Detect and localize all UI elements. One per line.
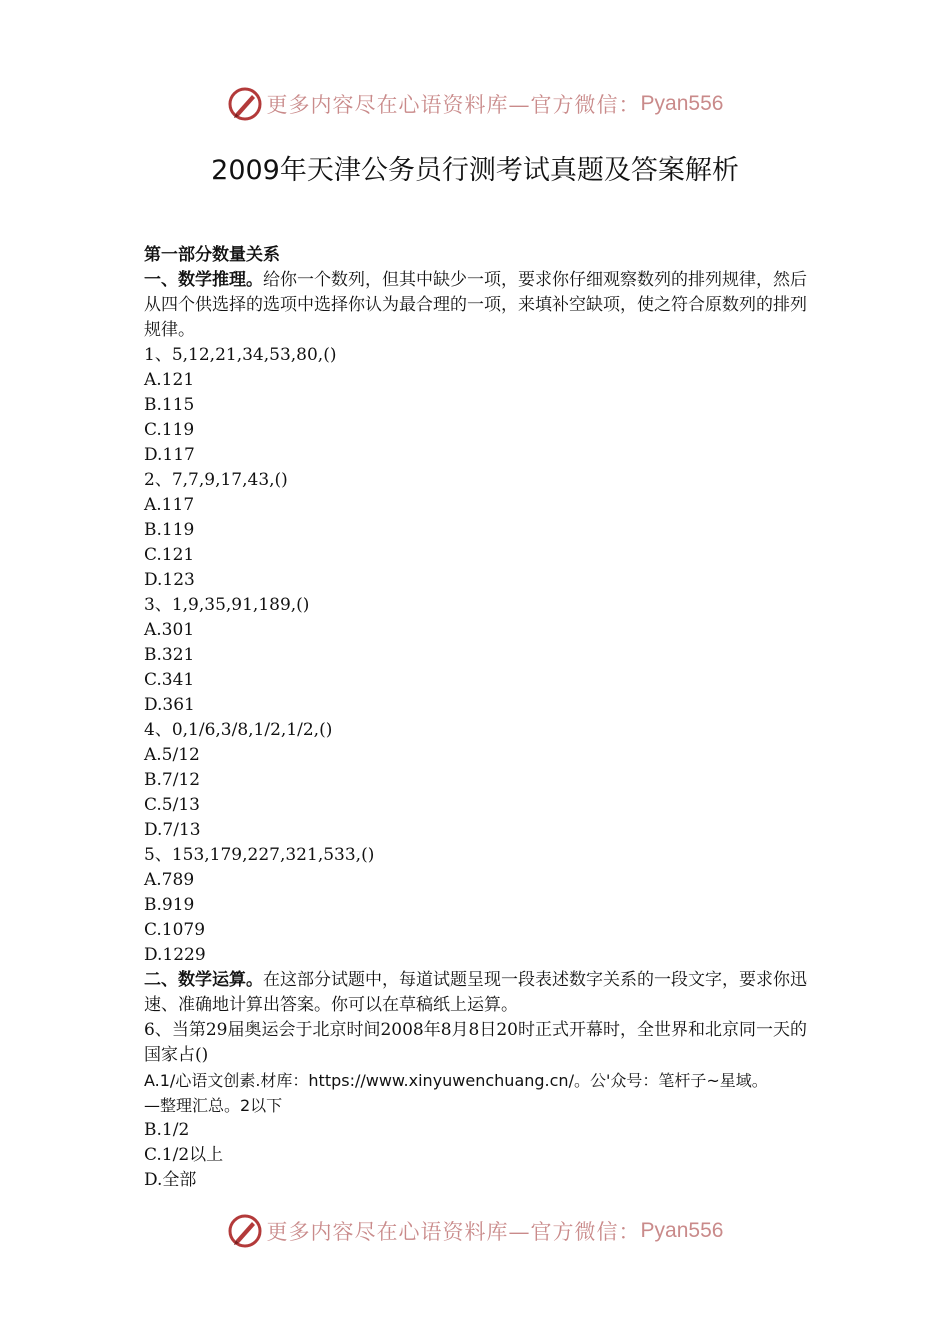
banner-text: 更多内容尽在心语资料库—官方微信： <box>266 93 641 117</box>
option: B.119 <box>144 520 195 540</box>
option: A.789 <box>144 870 195 890</box>
section-intro <box>144 268 814 343</box>
option: C.341 <box>144 670 195 690</box>
option: C.5/13 <box>144 795 200 815</box>
question-stem: 5、153,179,227,321,533,() <box>144 845 375 865</box>
option: B.1/2 <box>144 1120 190 1140</box>
question-stem: 1、5,12,21,34,53,80,() <box>144 345 337 365</box>
banner-text: 更多内容尽在心语资料库—官方微信： <box>266 1220 641 1244</box>
section-label: 一、数学推理。 <box>144 270 263 290</box>
question-stem: 4、0,1/6,3/8,1/2,1/2,() <box>144 720 333 740</box>
section-text: 给你一个数列，但其中缺少一项，要求你仔细观察数列的排列规律，然后从四个供选择的选项中选择你认为最合理的一项，来填补空缺项，使之符合原数列的排列规律。 <box>144 270 807 340</box>
option: C.1079 <box>144 920 206 940</box>
section-text: 在这部分试题中，每道试题呈现一段表述数字关系的一段文字，要求你迅速、准确地计算出答案。你可以在草稿纸上运算。 <box>144 970 807 1015</box>
banner-wechat: Pyan556 <box>640 1219 724 1242</box>
banner-wechat: Pyan556 <box>640 92 724 115</box>
option: D.7/13 <box>144 820 201 840</box>
option: D.361 <box>144 695 195 715</box>
question-stem: 3、1,9,35,91,189,() <box>144 595 310 615</box>
footer-banner <box>0 1211 950 1251</box>
option: C.119 <box>144 420 195 440</box>
option: C.121 <box>144 545 195 565</box>
pen-logo-icon <box>227 86 263 122</box>
option: B.321 <box>144 645 195 665</box>
header-banner <box>0 84 950 124</box>
option: D.1229 <box>144 945 206 965</box>
document-body <box>144 243 814 1193</box>
question-stem: 2、7,7,9,17,43,() <box>144 470 288 490</box>
option: D.123 <box>144 570 195 590</box>
section-label: 二、数学运算。 <box>144 970 263 990</box>
option: A.5/12 <box>144 745 200 765</box>
option: B.7/12 <box>144 770 201 790</box>
question-stem: 6、当第29届奥运会于北京时间2008年8月8日20时正式开幕时，全世界和北京同一天的国家占() <box>144 1020 807 1065</box>
option: D.117 <box>144 445 195 465</box>
option: A.301 <box>144 620 195 640</box>
option: A.1/心语文创素.材库：https://www.xinyuwenchuang.cn/。公'众号：笔杆子~星域。 <box>144 1071 768 1090</box>
pen-logo-icon <box>227 1213 263 1249</box>
option: D.全部 <box>144 1170 197 1190</box>
option: C.1/2以上 <box>144 1145 224 1165</box>
page-title: 2009年天津公务员行测考试真题及答案解析 <box>211 155 739 186</box>
option: A.121 <box>144 370 195 390</box>
option: A.117 <box>144 495 195 515</box>
option: B.919 <box>144 895 195 915</box>
section-intro <box>144 968 814 1018</box>
option-continued: —整理汇总。2以下 <box>144 1096 283 1115</box>
part-heading: 第一部分数量关系 <box>144 245 280 265</box>
option: B.115 <box>144 395 195 415</box>
